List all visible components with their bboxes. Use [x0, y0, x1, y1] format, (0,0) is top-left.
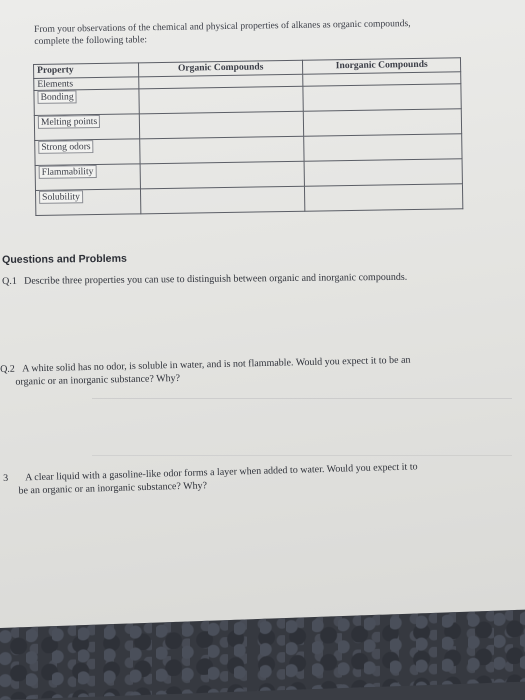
header-inorganic: Inorganic Compounds — [303, 58, 461, 74]
question-2-line-1: A white solid has no odor, is soluble in water, and is not flammable. Would you expect it to be an — [22, 354, 411, 375]
table-row — [35, 184, 462, 216]
question-1-number: Q.1 — [2, 275, 17, 287]
inorganic-cell[interactable] — [303, 84, 461, 111]
question-3 — [3, 460, 418, 498]
questions-heading: Questions and Problems — [2, 252, 127, 266]
row-label: Melting points — [34, 114, 139, 141]
question-1 — [2, 271, 407, 288]
question-2-number: Q.2 — [0, 363, 16, 375]
row-label: Elements — [34, 77, 139, 91]
properties-table — [33, 57, 463, 216]
instructions-line-2: complete the following table: — [34, 34, 148, 47]
row-label: Solubility — [35, 189, 140, 216]
organic-cell[interactable] — [140, 186, 305, 214]
instructions — [34, 17, 494, 48]
header-organic: Organic Compounds — [138, 60, 303, 77]
question-3-number: 3 — [3, 472, 9, 484]
question-2 — [0, 354, 411, 389]
organic-cell[interactable] — [140, 136, 305, 164]
inorganic-cell[interactable] — [304, 109, 462, 136]
inorganic-cell[interactable] — [304, 159, 462, 186]
row-label: Flammability — [35, 164, 140, 191]
instructions-line-1: From your observations of the chemical and physical properties of alkanes as organic compounds, — [34, 18, 411, 35]
organic-cell[interactable] — [139, 86, 304, 114]
question-3-line-2: be an organic or an inorganic substance? Why? — [18, 480, 208, 497]
question-2-line-2: organic or an inorganic substance? Why? — [15, 372, 181, 388]
row-label: Bonding — [34, 89, 139, 116]
inorganic-cell[interactable] — [304, 134, 462, 161]
question-1-text: Describe three properties you can use to distinguish between organic and inorganic compounds. — [24, 271, 408, 287]
inorganic-cell[interactable] — [305, 184, 463, 211]
header-property: Property — [34, 63, 139, 79]
organic-cell[interactable] — [139, 111, 304, 139]
organic-cell[interactable] — [140, 161, 305, 189]
bleed-through-marks — [92, 398, 512, 456]
question-3-line-1: A clear liquid with a gasoline-like odor forms a layer when added to water. Would you expect it to — [25, 461, 418, 484]
row-label: Strong odors — [35, 139, 140, 166]
